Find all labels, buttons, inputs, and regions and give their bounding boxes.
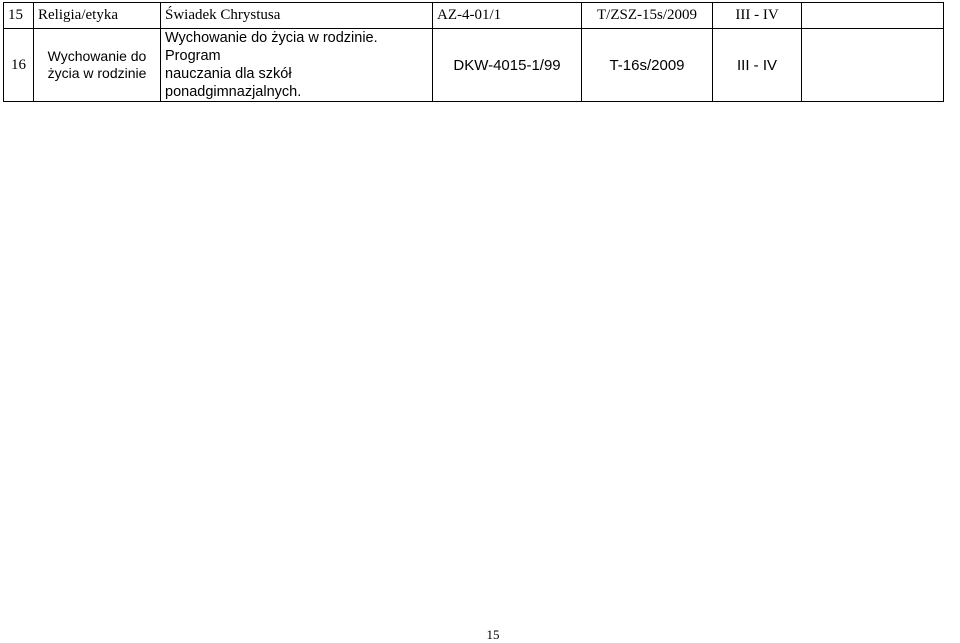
program-code-cell: AZ-4-01/1 — [433, 3, 582, 29]
subject-line: życia w rodzinie — [47, 65, 147, 81]
program-title-line: Świadek Chrystusa — [165, 7, 281, 23]
registration-number-cell: T-16s/2009 — [582, 29, 713, 102]
registration-number-cell: T/ZSZ-15s/2009 — [582, 3, 713, 29]
program-title-cell — [161, 29, 433, 102]
page-number: 15 — [486, 627, 500, 642]
program-title-line: nauczania dla szkół ponadgimnazjalnych. — [165, 66, 302, 100]
subject-line: Religia/etyka — [38, 7, 118, 23]
subject-cell — [34, 3, 161, 29]
row-number-cell: 15 — [4, 3, 34, 29]
empty-cell — [802, 29, 944, 102]
classes-cell: III - IV — [713, 29, 802, 102]
program-code-cell: DKW-4015-1/99 — [433, 29, 582, 102]
classes-cell: III - IV — [713, 3, 802, 29]
programs-table — [3, 2, 944, 102]
empty-cell — [802, 3, 944, 29]
row-number-cell: 16 — [4, 29, 34, 102]
program-title-cell — [161, 3, 433, 29]
subject-cell — [34, 29, 161, 102]
program-title-line: Wychowanie do życia w rodzinie. Program — [165, 30, 378, 64]
subject-line: Wychowanie do — [47, 48, 147, 64]
table-row — [4, 3, 944, 29]
table-row — [4, 29, 944, 102]
